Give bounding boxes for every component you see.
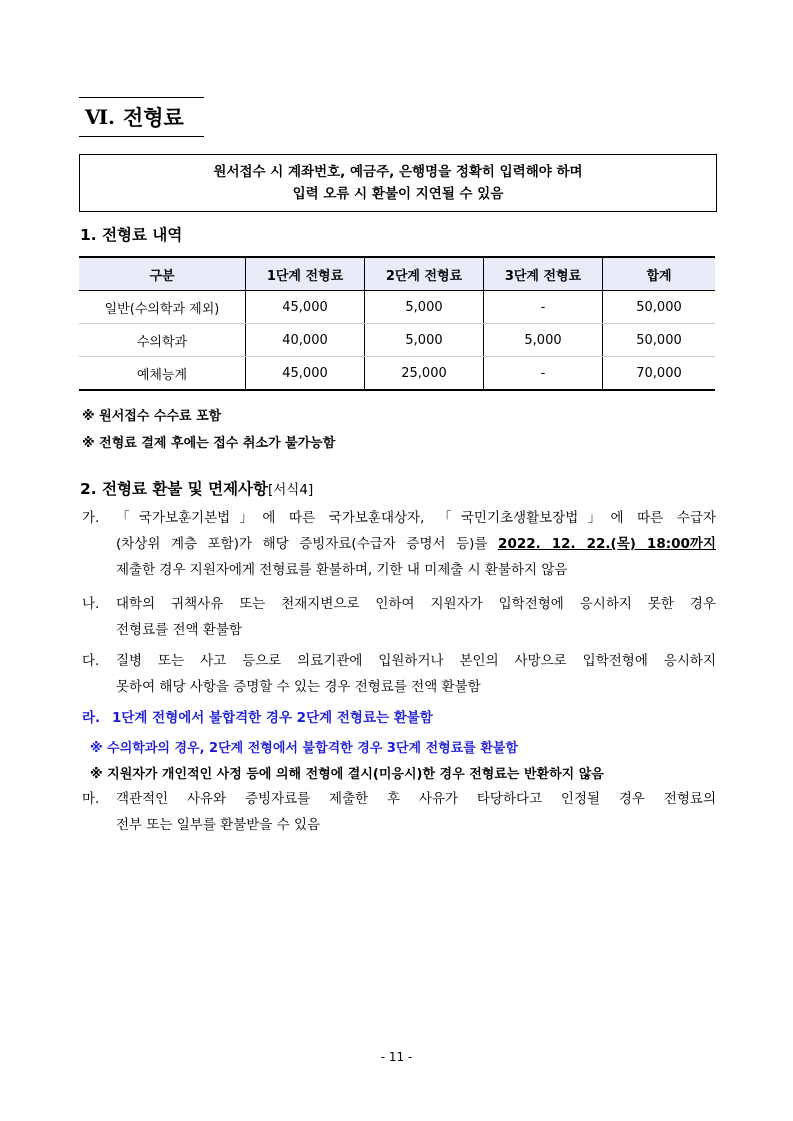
note-vet: ※ 수의학과의 경우, 2단계 전형에서 불합격한 경우 3단계 전형료를 환불함 [90,741,519,756]
item-text [116,786,716,838]
refund-heading-text: 2. 전형료 환불 및 면제사항 [80,480,268,498]
table-cell: 45,000 [246,357,365,391]
table-cell: 수의학과 [79,324,246,357]
fee-heading: 1. 전형료 내역 [80,226,183,244]
table-header-cell: 2단계 전형료 [365,257,484,291]
table-cell: 일반(수의학과 제외) [79,291,246,324]
item-line [116,531,716,557]
table-cell: - [484,357,603,391]
item-label: 다. [82,653,100,669]
item-line: 1단계 전형에서 불합격한 경우 2단계 전형료는 환불함 [112,710,433,726]
fee-note: ※ 전형료 결제 후에는 접수 취소가 불가능함 [82,436,336,451]
item-text [116,505,716,583]
table-cell: 70,000 [603,357,716,391]
table-cell: 5,000 [484,324,603,357]
table-header-row [79,257,715,291]
table-row [79,357,715,391]
item-line: 대학의 귀책사유 또는 천재지변으로 인하여 지원자가 입학전형에 응시하지 못한 경우 [116,596,716,612]
item-text [116,648,716,700]
item-line: 질병 또는 사고 등으로 의료기관에 입원하거나 본인의 사망으로 입학전형에 응시하지 [116,653,716,669]
fee-note: ※ 원서접수 수수료 포함 [82,409,222,424]
table-header-cell: 구분 [79,257,246,291]
refund-heading-form-ref: [서식4] [268,482,314,498]
item-text [116,591,716,643]
item-text [112,705,712,731]
table-header-cell: 3단계 전형료 [484,257,603,291]
table-cell: 5,000 [365,291,484,324]
item-line-text: (차상위 계층 포함)가 해당 증빙자료(수급자 증명서 등)를 [116,536,499,552]
table-cell: 40,000 [246,324,365,357]
table-cell: 50,000 [603,291,716,324]
table-cell: 예체능계 [79,357,246,391]
page-number: - 11 - [380,1050,413,1064]
fee-table [79,256,715,391]
section-title-text: 전형료 [122,106,184,130]
table-cell: 25,000 [365,357,484,391]
table-header-cell: 합계 [603,257,716,291]
item-line: 「국가보훈기본법」에 따른 국가보훈대상자, 「국민기초생활보장법」에 따른 수급자 [116,510,716,526]
item-line: 못하여 해당 사항을 증명할 수 있는 경우 전형료를 전액 환불함 [116,679,481,695]
item-label: 라. [82,710,101,726]
item-line: 객관적인 사유와 증빙자료를 제출한 후 사유가 타당하다고 인정될 경우 전형료의 [116,791,716,807]
notice-box [79,154,717,212]
table-cell: 5,000 [365,324,484,357]
item-label: 나. [82,596,100,612]
table-cell: 50,000 [603,324,716,357]
table-row [79,324,715,357]
table-cell: - [484,291,603,324]
section-roman-numeral: Ⅵ. [85,105,115,129]
section-title [79,97,204,137]
table-cell: 45,000 [246,291,365,324]
item-label: 가. [82,510,100,526]
table-header-cell: 1단계 전형료 [246,257,365,291]
refund-deadline: 2022. 12. 22.(목) 18:00까지 [498,536,716,552]
item-line: 제출한 경우 지원자에게 전형료를 환불하며, 기한 내 미제출 시 환불하지 않음 [116,562,568,578]
refund-heading [80,477,313,499]
table-row [79,291,715,324]
notice-line: 입력 오류 시 환불이 지연될 수 있음 [292,186,504,202]
item-line: 전부 또는 일부를 환불받을 수 있음 [116,817,321,833]
note-absent: ※ 지원자가 개인적인 사정 등에 의해 전형에 결시(미응시)한 경우 전형료는 반환하지 않음 [90,767,604,782]
notice-line: 원서접수 시 계좌번호, 예금주, 은행명을 정확히 입력해야 하며 [213,164,583,180]
item-line: 전형료를 전액 환불함 [116,622,242,638]
item-label: 마. [82,791,100,807]
